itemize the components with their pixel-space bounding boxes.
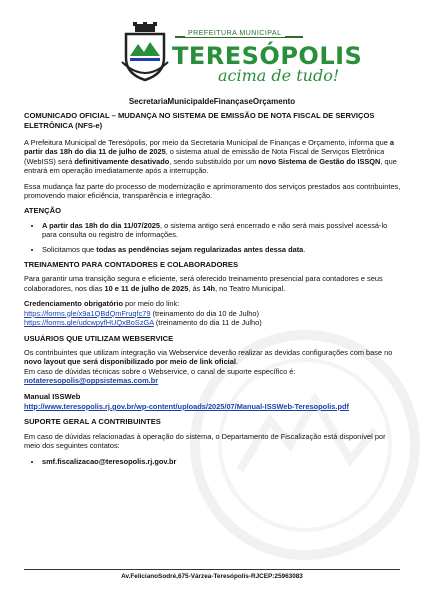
modernization-paragraph: Essa mudança faz parte do processo de modernização e aprimoramento dos serviços prestados aos contribuintes, promovendo maior eficiência, transparência e integração. xyxy=(24,181,401,201)
manual-link[interactable]: http://www.teresopolis.rj.gov.br/wp-content/uploads/2025/07/Manual-ISSWeb-Teresopolis.pdf xyxy=(24,401,349,411)
city-slogan: acima de tudo! xyxy=(218,66,340,85)
webservice-paragraph: Os contribuintes que utilizam integração via Webservice deverão realizar as devidas configurações com base no novo layout que será disponibilizado por meio de link oficial. Em caso de dúvidas técnicas sobre o Webservice, o canal de suporte específico é: notateresopolis@oppsistemas.com.br xyxy=(24,347,393,386)
letterhead xyxy=(0,18,424,88)
intro-paragraph: A Prefeitura Municipal de Teresópolis, por meio da Secretaria Municipal de Finanças e Orçamento, informa que a partir das 18h do dia 11 de julho de 2025, o sistema atual de emissão de Nota Fiscal de Serviços Eletrônica (WebISS) será definitivamente desativado, sendo substituído por um novo Sistema de Gestão do ISSQN, que entrará em operação imediatamente após a interrupção. xyxy=(24,138,397,176)
document-body xyxy=(24,111,402,472)
treinamento-heading: TREINAMENTO PARA CONTADORES E COLABORADORES xyxy=(24,260,239,270)
suporte-list xyxy=(24,457,402,466)
form-link-day10[interactable]: https://forms.gle/x9a1QBdQmFruqfc79 xyxy=(24,308,151,318)
suporte-heading: SUPORTE GERAL A CONTRIBUINTES xyxy=(24,417,161,427)
manual-block xyxy=(24,402,402,411)
city-crest-icon xyxy=(120,22,170,84)
list-item: • A partir das 18h do dia 11/07/2025, o sistema antigo será encerrado e não será mais possível acessá-lo para consulta ou registro de informações. xyxy=(42,221,402,240)
city-name: TERESÓPOLIS xyxy=(172,42,363,70)
atencao-heading: ATENÇÃO xyxy=(24,206,61,216)
list-item xyxy=(42,457,402,466)
suporte-paragraph: Em caso de dúvidas relacionadas à operação do sistema, o Departamento de Fiscalização está disponível por meio dos seguintes contatos: xyxy=(24,431,386,451)
secretaria-label: SecretariaMunicipaldeFinançaseOrçamento xyxy=(128,97,296,106)
form-link-day11[interactable]: https://forms.gle/udcwpyfHUQxBoSzGA xyxy=(24,318,154,328)
footer-divider xyxy=(24,569,400,570)
prefeitura-label: PREFEITURA MUNICIPAL xyxy=(185,30,285,37)
webservice-support-email[interactable]: notateresopolis@oppsistemas.com.br xyxy=(24,376,159,386)
credenciamento-block: Credenciamento obrigatório por meio do link: https://forms.gle/x9a1QBdQmFruqfc79 (treinamento do dia 10 de Julho) https://forms.gle/udcwpyfHUQxBoSzGA (treinamento do dia 11 de Julho) xyxy=(24,299,262,328)
webservice-heading: USUÁRIOS QUE UTILIZAM WEBSERVICE xyxy=(24,333,174,343)
treinamento-paragraph: Para garantir uma transição segura e eficiente, será oferecido treinamento presencial para contadores e seus colaboradores, nos dias 10 e 11 de julho de 2025, às 14h, no Teatro Municipal. xyxy=(24,274,383,293)
manual-heading: Manual ISSWeb xyxy=(24,391,81,401)
atencao-list xyxy=(24,221,402,254)
footer-address: Av.FelicianoSodré,675-Várzea-Teresópolis-RJCEP:25963083 xyxy=(121,573,303,580)
fiscalizacao-email[interactable]: smf.fiscalizacao@teresopolis.rj.gov.br xyxy=(42,456,177,466)
list-item: • Solicitamos que todas as pendências sejam regularizadas antes dessa data. xyxy=(42,245,402,254)
document-title: COMUNICADO OFICIAL – MUDANÇA NO SISTEMA DE EMISSÃO DE NOTA FISCAL DE SERVIÇOS ELETRÔNICA (NFS-e) xyxy=(24,111,375,130)
